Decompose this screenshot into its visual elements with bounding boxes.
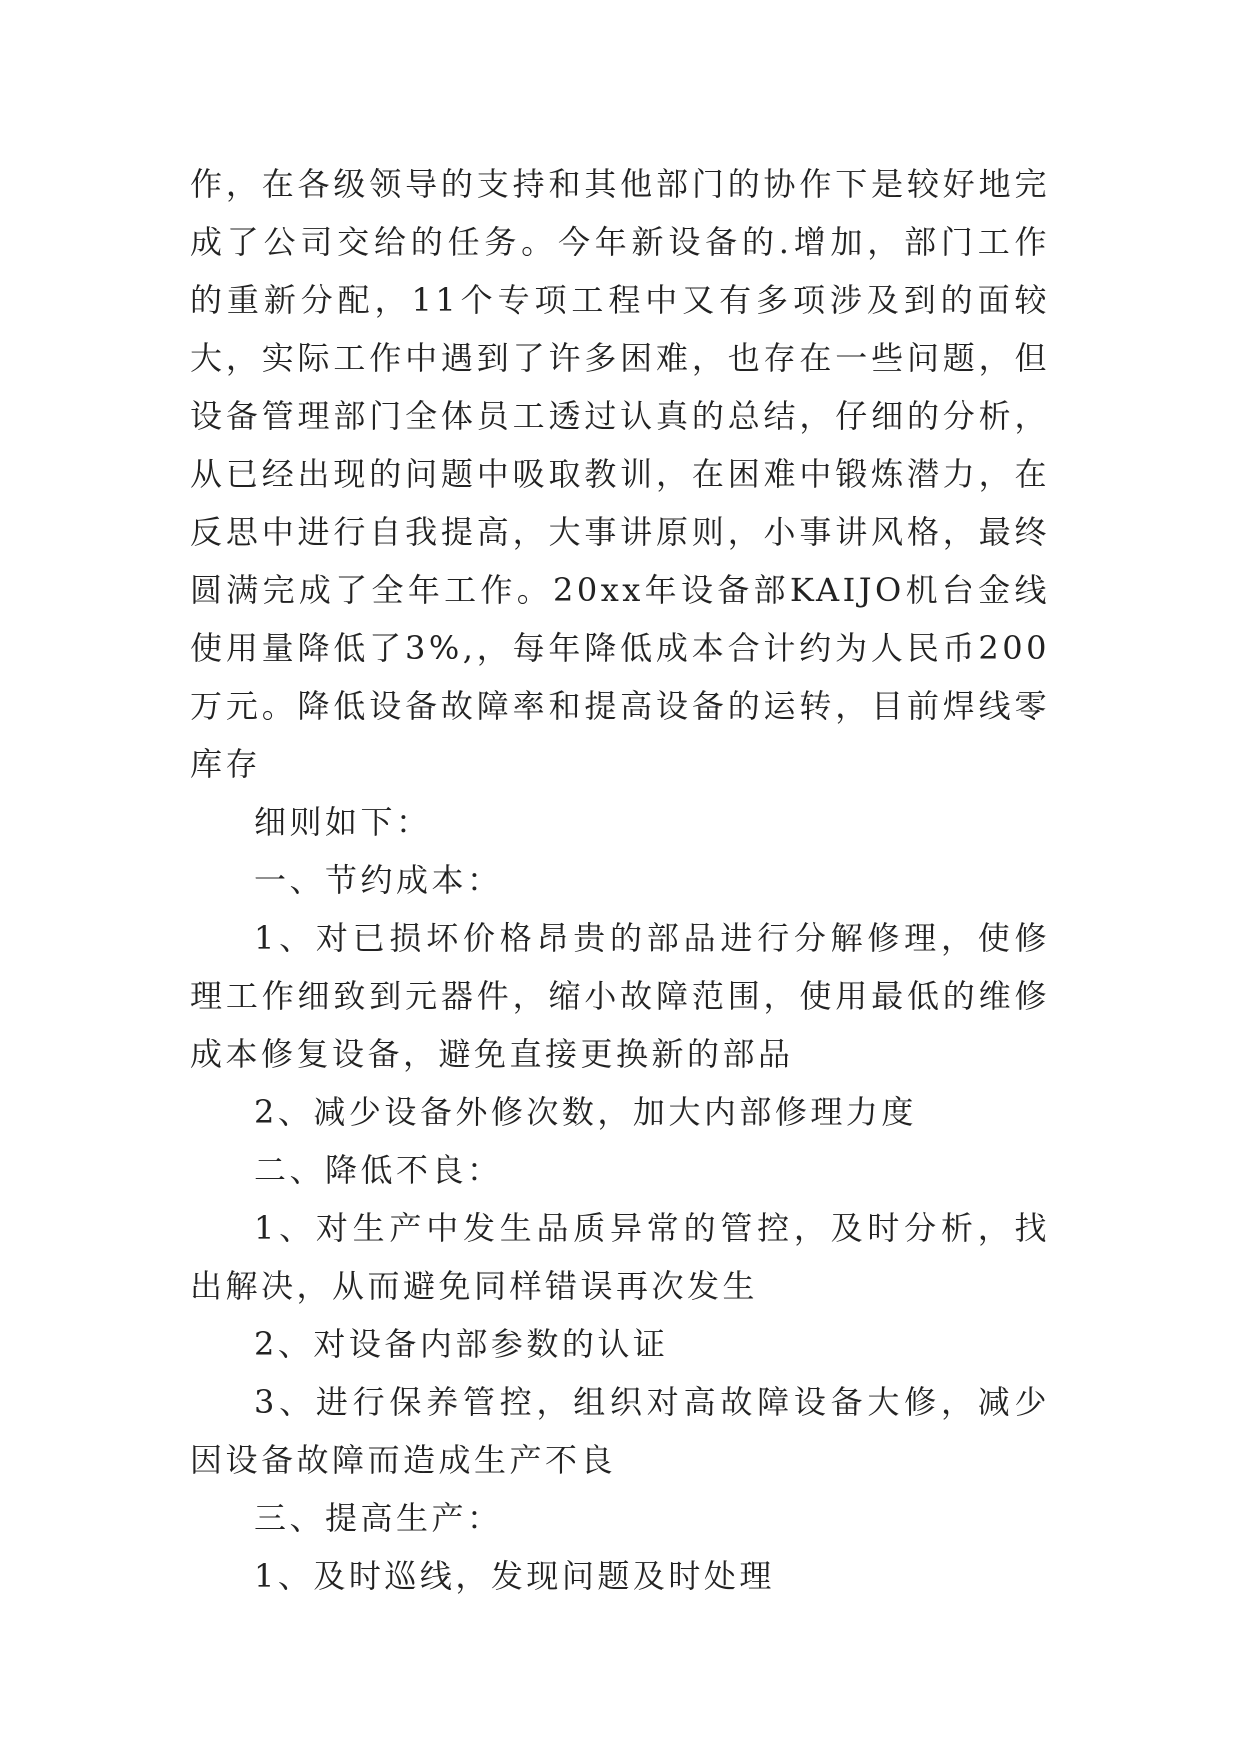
section-heading-cost-saving: 一、节约成本： (254, 861, 503, 899)
list-item-cost-2: 2、减少设备外修次数，加大内部修理力度 (254, 1093, 917, 1131)
list-item-defects-2: 2、对设备内部参数的认证 (254, 1325, 669, 1363)
section-heading-reduce-defects: 二、降低不良： (254, 1151, 503, 1189)
list-item-defects-1: 1、对生产中发生品质异常的管控，及时分析，找出解决，从而避免同样错误再次发生 (190, 1209, 1050, 1305)
document-body (190, 155, 1050, 1605)
details-heading: 细则如下： (254, 803, 432, 841)
body-paragraph-intro: 作，在各级领导的支持和其他部门的协作下是较好地完成了公司交给的任务。今年新设备的.增加，部门工作的重新分配，11个专项工程中又有多项涉及到的面较大，实际工作中遇到了许多困难，也存在一些问题，但设备管理部门全体员工透过认真的总结，仔细的分析，从已经出现的问题中吸取教训，在困难中锻炼潜力，在反思中进行自我提高，大事讲原则，小事讲风格，最终圆满完成了全年工作。20xx年设备部KAIJO机台金线使用量降低了3%,，每年降低成本合计约为人民币200万元。降低设备故障率和提高设备的运转，目前焊线零库存 (190, 165, 1050, 783)
section-heading-improve-production: 三、提高生产： (254, 1499, 503, 1537)
list-item-cost-1: 1、对已损坏价格昂贵的部品进行分解修理，使修理工作细致到元器件，缩小故障范围，使用最低的维修成本修复设备，避免直接更换新的部品 (190, 919, 1050, 1073)
list-item-defects-3: 3、进行保养管控，组织对高故障设备大修，减少因设备故障而造成生产不良 (190, 1383, 1050, 1479)
list-item-production-1: 1、及时巡线，发现问题及时处理 (254, 1557, 775, 1595)
